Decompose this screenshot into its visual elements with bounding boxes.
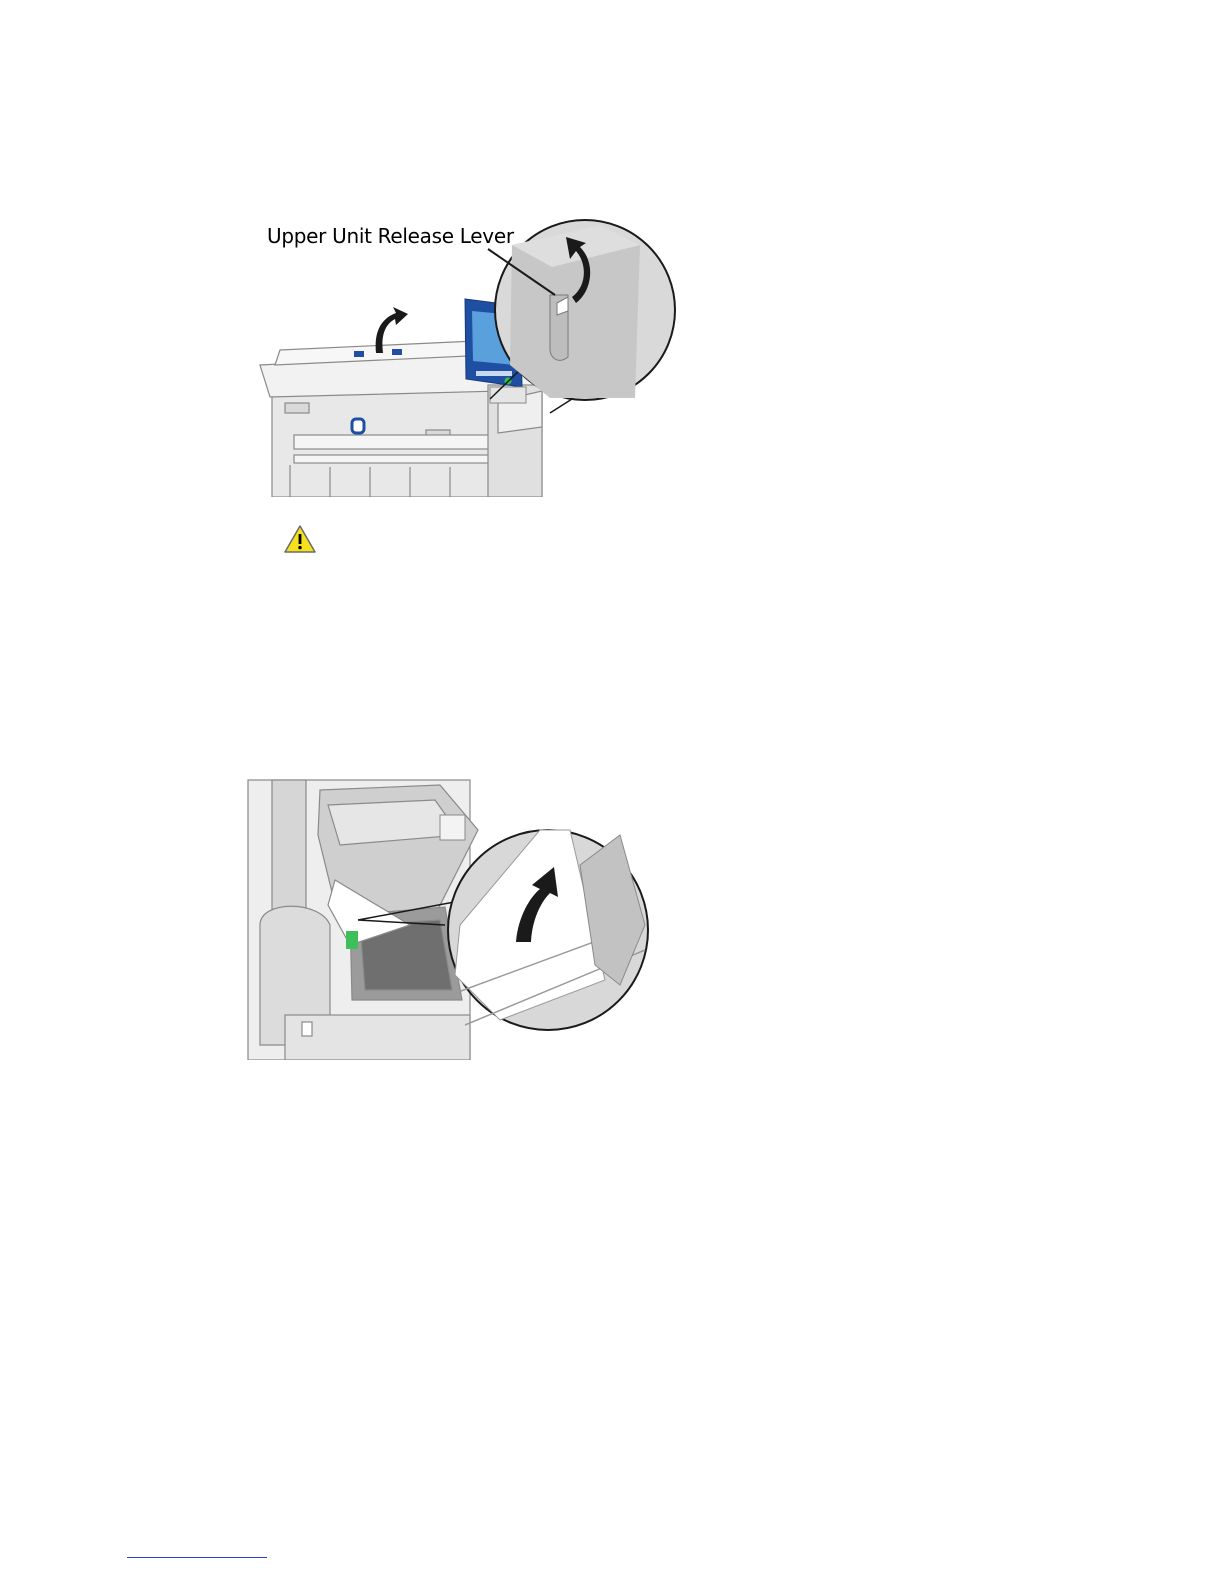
lever-callout-label: Upper Unit Release Lever	[267, 224, 514, 248]
upper-unit-release-figure	[250, 215, 690, 497]
warning-triangle-icon	[283, 524, 317, 554]
footer-link-underline[interactable]	[127, 1557, 267, 1558]
paper-jam-removal-figure	[240, 775, 655, 1060]
logo-mark	[352, 419, 364, 433]
